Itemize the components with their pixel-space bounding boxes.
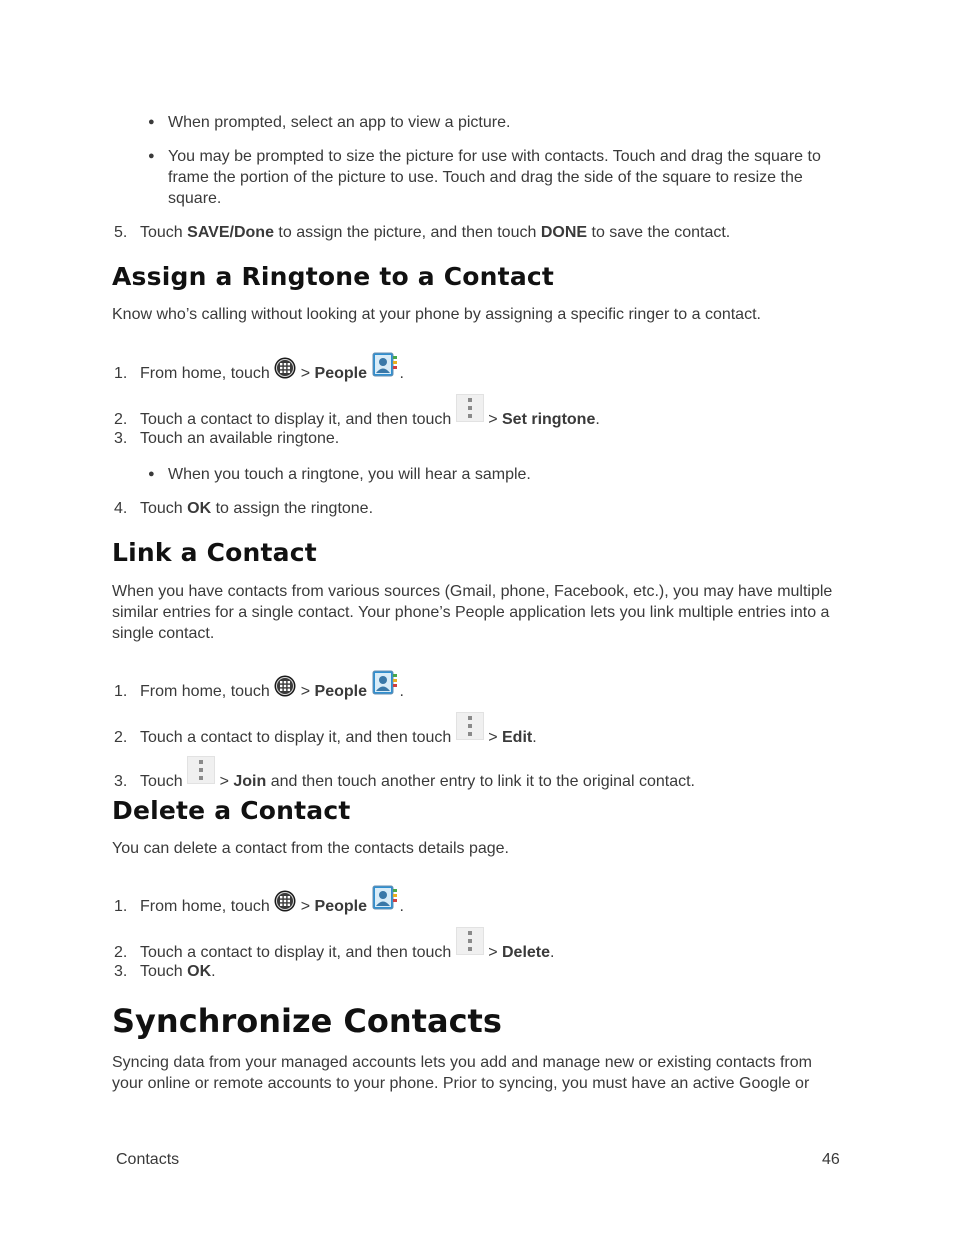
heading-synchronize-contacts: Synchronize Contacts — [112, 1002, 502, 1040]
menu-icon — [456, 712, 484, 740]
step-number: 1. — [114, 898, 128, 915]
join-label: Join — [233, 773, 267, 790]
page-number: 46 — [822, 1151, 840, 1168]
people-icon — [371, 350, 399, 378]
step-number: 4. — [114, 500, 128, 517]
ringtone-step-2 — [114, 394, 854, 431]
separator: > — [296, 365, 315, 382]
step-number: 3. — [114, 963, 128, 980]
heading-assign-ringtone: Assign a Ringtone to a Contact — [112, 262, 555, 291]
bullet-item — [148, 464, 842, 485]
people-icon — [371, 668, 399, 696]
ok-label: OK — [187, 963, 212, 980]
set-ringtone-label: Set ringtone — [502, 411, 596, 428]
link-step-2 — [114, 712, 854, 749]
step-number: 2. — [114, 411, 128, 428]
step-text: Touch a contact to display it, and then touch — [140, 944, 456, 961]
ringtone-step-3 — [114, 428, 854, 450]
step-number: 2. — [114, 729, 128, 746]
people-icon — [371, 883, 399, 911]
step-number: 3. — [114, 773, 128, 790]
delete-description: You can delete a contact from the contacts details page. — [112, 840, 509, 857]
separator: > — [296, 898, 315, 915]
bullet-dot: ● — [148, 468, 155, 480]
step-text: and then touch another entry to link it to the original contact. — [266, 773, 695, 790]
ok-label: OK — [187, 500, 212, 517]
step-text: to assign the picture, and then touch — [273, 224, 541, 241]
ringtone-description: Know who’s calling without looking at your phone by assigning a specific ringer to a contact. — [112, 306, 761, 323]
menu-icon — [456, 927, 484, 955]
step-text: From home, touch — [140, 898, 275, 915]
people-label: People — [314, 683, 367, 700]
delete-label: Delete — [502, 944, 551, 961]
menu-icon — [187, 756, 215, 784]
step-text: Touch — [140, 963, 188, 980]
bullet-text: When prompted, select an app to view a picture. — [168, 114, 511, 131]
step-text: Touch a contact to display it, and then touch — [140, 729, 456, 746]
sync-description: Syncing data from your managed accounts lets you add and manage new or existing contacts from your online or remote accounts to your phone. Prior to syncing, you must have an active Google or — [112, 1054, 812, 1092]
step-text: Touch a contact to display it, and then touch — [140, 411, 456, 428]
heading-delete-contact: Delete a Contact — [112, 796, 351, 825]
step-text: . — [399, 365, 404, 382]
step-text: . — [550, 944, 555, 961]
bullet-text: You may be prompted to size the picture for use with contacts. Touch and drag the square to frame the portion of the picture to use. Touch and drag the side of the square to resize the square. — [168, 148, 821, 207]
bullet-item — [148, 112, 842, 133]
step-number: 5. — [114, 224, 128, 241]
step-text: Touch — [140, 773, 188, 790]
step-text: Touch an available ringtone. — [140, 430, 340, 447]
separator: > — [215, 773, 234, 790]
separator: > — [296, 683, 315, 700]
menu-icon — [456, 394, 484, 422]
step-text: From home, touch — [140, 683, 275, 700]
bullet-item — [148, 146, 842, 209]
link-step-1 — [114, 668, 854, 703]
step-number: 2. — [114, 944, 128, 961]
delete-step-1 — [114, 883, 854, 918]
delete-step-3 — [114, 961, 854, 983]
separator: > — [483, 729, 502, 746]
step-text: . — [532, 729, 537, 746]
step-text: . — [595, 411, 600, 428]
step-text: Touch — [140, 224, 188, 241]
apps-icon — [274, 890, 296, 912]
done-label: DONE — [540, 224, 588, 241]
delete-step-2 — [114, 927, 854, 964]
step-text: From home, touch — [140, 365, 275, 382]
ringtone-step-4 — [114, 498, 854, 520]
apps-icon — [274, 675, 296, 697]
heading-link-contact: Link a Contact — [112, 538, 317, 567]
step-text: to save the contact. — [587, 224, 731, 241]
step-5 — [114, 222, 854, 244]
link-step-3 — [114, 756, 854, 793]
step-text: to assign the ringtone. — [211, 500, 374, 517]
step-text: . — [211, 963, 216, 980]
people-label: People — [314, 365, 367, 382]
step-text: . — [399, 898, 404, 915]
bullet-dot: ● — [148, 116, 155, 128]
step-text: . — [399, 683, 404, 700]
step-number: 1. — [114, 683, 128, 700]
people-label: People — [314, 898, 367, 915]
edit-label: Edit — [502, 729, 533, 746]
ringtone-step-1 — [114, 350, 854, 385]
footer-section: Contacts — [116, 1151, 180, 1168]
step-number: 3. — [114, 430, 128, 447]
bullet-text: When you touch a ringtone, you will hear a sample. — [168, 466, 531, 483]
step-text: Touch — [140, 500, 188, 517]
save-done-label: SAVE/Done — [187, 224, 274, 241]
separator: > — [483, 411, 502, 428]
apps-icon — [274, 357, 296, 379]
bullet-dot: ● — [148, 150, 155, 162]
separator: > — [483, 944, 502, 961]
link-description: When you have contacts from various sources (Gmail, phone, Facebook, etc.), you may have multiple similar entries for a single contact. Your phone’s People application lets you link multiple entries into a single contact. — [112, 583, 833, 642]
step-number: 1. — [114, 365, 128, 382]
